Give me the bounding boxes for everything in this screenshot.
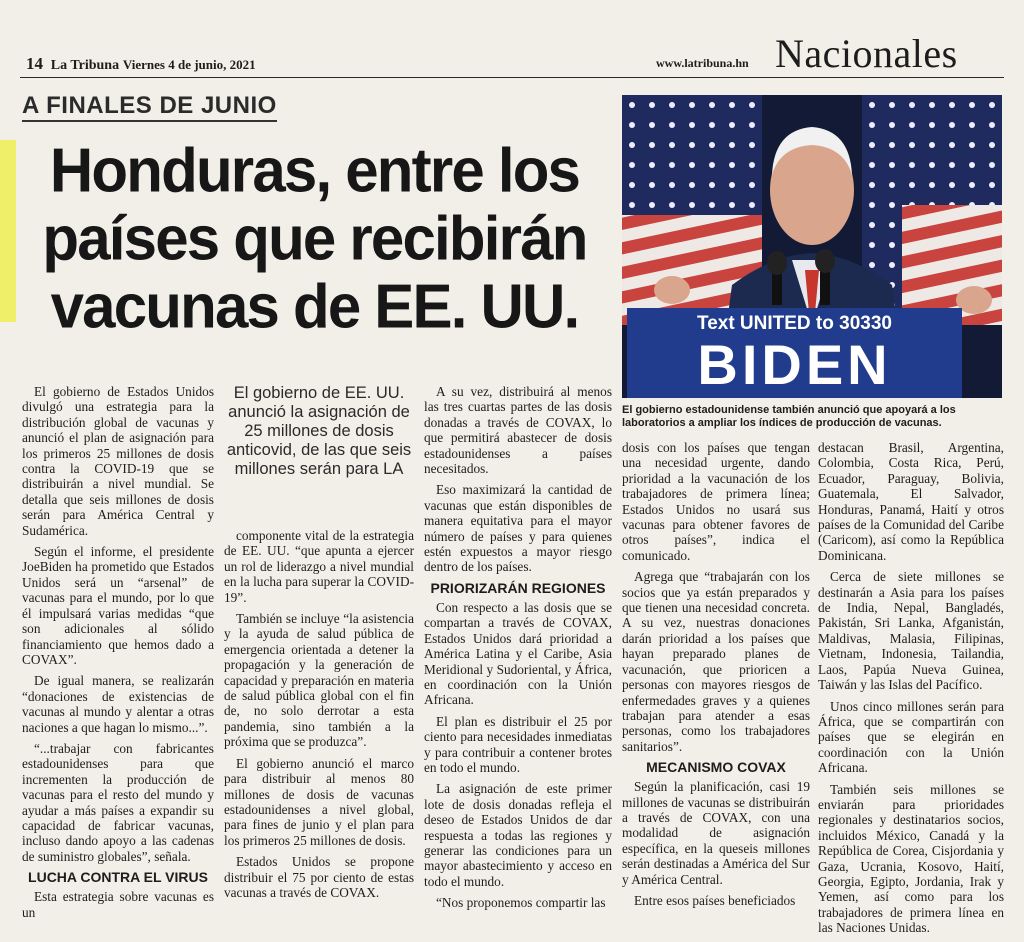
paragraph: Con respecto a las dosis que se compartan a través de COVAX, Estados Unidos dará prioridad a América Latina y el Caribe, Asia Meridional y Sudoriental, y África, en coordinación con la Unión Africana. [424,599,612,708]
subheading: PRIORIZARÁN REGIONES [430,579,606,596]
paragraph: Según la planificación, casi 19 millones de vacunas se distribuirán a través de COVAX, con una modalidad de asignación específica, en la queseis millones serán destinadas a América del Sur y América Central. [622,779,810,887]
paragraph: “...trabajar con fabricantes estadounidenses para que incrementen la producción de vacunas para el resto del mundo y ayudar a más países a expandir su capacidad de fabricar vacunas, incluso dando apoyo a las cadenas de suministro globales”, señala. [22,740,214,864]
paragraph: Según el informe, el presidente JoeBiden ha prometido que Estados Unidos será un “arsenal” de vacunas para el mundo, por lo que él impulsará varias medidas “que son adicionales al sólido financiamiento que hemos dado a COVAX”. [22,544,214,667]
paragraph: “Nos proponemos compartir las [436,895,606,911]
article-column-2 [224,528,414,906]
paragraph: dosis con los países que tengan una necesidad urgente, dando prioridad a la vacunación de los trabajadores de primera línea; Estados Unidos no usará sus vacunas para obtener favores de otros países”, indica el comunicado. [622,440,810,563]
photo-caption: El gobierno estadounidense también anunció que apoyará a los laboratorios a ampliar los índices de producción de vacunas. [622,404,956,429]
site-url: www.latribuna.hn [656,56,749,70]
masthead-rule [20,77,1004,78]
paragraph: Entre esos países beneficiados [634,892,796,908]
subheading: MECANISMO COVAX [646,759,786,776]
pull-quote: El gobierno de EE. UU. anunció la asignación de 25 millones de dosis anticovid, de las que seis millones serán para LA [226,384,412,478]
paragraph: Eso maximizará la cantidad de vacunas que están disponibles de manera equitativa para el mayor número de países y para quienes estén expuestos a mayor riesgo dentro de los países. [424,482,612,575]
news-photo [622,95,1002,398]
paragraph: El gobierno de Estados Unidos divulgó una estrategia para la distribución global de vacunas y anunció el plan de asignación para los primeros 25 millones de dosis contra la COVID-19 que se distribuirán a nivel mundial. Se detalla que seis millones de dosis serán para América Central y Sudamérica. [22,384,214,538]
kicker: A FINALES DE JUNIO [22,92,277,122]
headline: Honduras, entre los países que recibirán vacunas de EE. UU. [42,136,587,341]
paragraph: destacan Brasil, Argentina, Colombia, Costa Rica, Perú, Ecuador, Paraguay, Bolivia, Guatemala, El Salvador, Honduras, Panamá, Haití y otros países de la Comunidad del Caribe (Caricom), así como la República Dominicana. [818,440,1004,563]
paragraph: Agrega que “trabajarán con los socios que ya están preparados y que tienen una necesidad concreta. A su vez, nuestras donaciones darán prioridad a los países que hayan preparado planes de vacunación, que prioricen a personas con mayores riesgos de enfermedades graves y a quienes trabajan para atender a esas personas, como los trabajadores sanitarios”. [622,569,810,754]
paragraph: Estados Unidos se propone distribuir el 75 por ciento de estas vacunas a través de COVAX. [224,854,414,900]
sign-text-line2: BIDEN [697,333,892,396]
page-number: 14 [26,54,43,73]
paragraph: Esta estrategia sobre vacunas es un [22,889,214,920]
subheading: LUCHA CONTRA EL VIRUS [28,869,208,886]
paragraph: El gobierno anunció el marco para distribuir al menos 80 millones de dosis de vacunas estadounidenses a nivel global, para fines de junio y el plan para los primeros 25 millones de dosis. [224,755,414,848]
highlighter-mark [0,140,16,322]
paragraph: El plan es distribuir el 25 por ciento para necesidades inmediatas y para contribuir a contener brotes en todo el mundo. [424,713,612,775]
paragraph: Cerca de siete millones se destinarán a Asia para los países de India, Nepal, Bangladés, Pakistán, Sri Lanka, Afganistán, Maldivas, Malasia, Filipinas, Vietnam, Indonesia, Tailandia, Laos, Papúa Nueva Guinea, Taiwán y las Islas del Pacífico. [818,569,1004,693]
paragraph: De igual manera, se realizarán “donaciones de existencias de vacunas al mundo y alentar a otras naciones a que hagan lo mismo...”. [22,673,214,735]
article-column-4 [622,440,810,914]
masthead-left [26,54,256,74]
sign-text-line1: Text UNITED to 30330 [697,313,892,334]
paragraph: componente vital de la estrategia de EE. UU. “que apunta a ejercer un rol de liderazgo a nivel mundial en la lucha para superar la COVID-19”. [224,528,414,605]
paragraph: A su vez, distribuirá al menos las tres cuartas partes de las dosis donadas a través de COVAX, lo que permitirá abastecer de dosis estadounidenses a países necesitados. [424,384,612,477]
article-column-5 [818,440,1004,942]
article-column-3 [424,384,612,917]
paragraph: También seis millones se enviarán para prioridades regionales y destinatarios socios, incluidos México, Canadá y la República de Corea, Cisjordania y Gaza, Ucrania, Kosovo, Haití, Georgia, Egipto, Jordania, Irak y Yemen, así como para los trabajadores de primera línea en las Naciones Unidas. [818,781,1004,936]
section-title: Nacionales [775,31,958,76]
paragraph: También se incluye “la asistencia y la ayuda de salud pública de emergencia orientada a detener la propagación y la generación de capacidad y preparación en materia de salud pública global con el fin de, no solo derrotar a esta pandemia, sino también a la próxima que se produzca”. [224,611,414,750]
paragraph: La asignación de este primer lote de dosis donadas refleja el deseo de Estados Unidos de dar respuesta a todas las regiones y generar las condiciones para un mayor abastecimiento y acceso en todo el mundo. [424,781,612,889]
issue-date: Viernes 4 de junio, 2021 [122,57,256,72]
paper-name: La Tribuna [50,58,120,73]
paragraph: Unos cinco millones serán para África, que se compartirán con países que se elegirán en coordinación con la Unión Africana. [818,698,1004,776]
